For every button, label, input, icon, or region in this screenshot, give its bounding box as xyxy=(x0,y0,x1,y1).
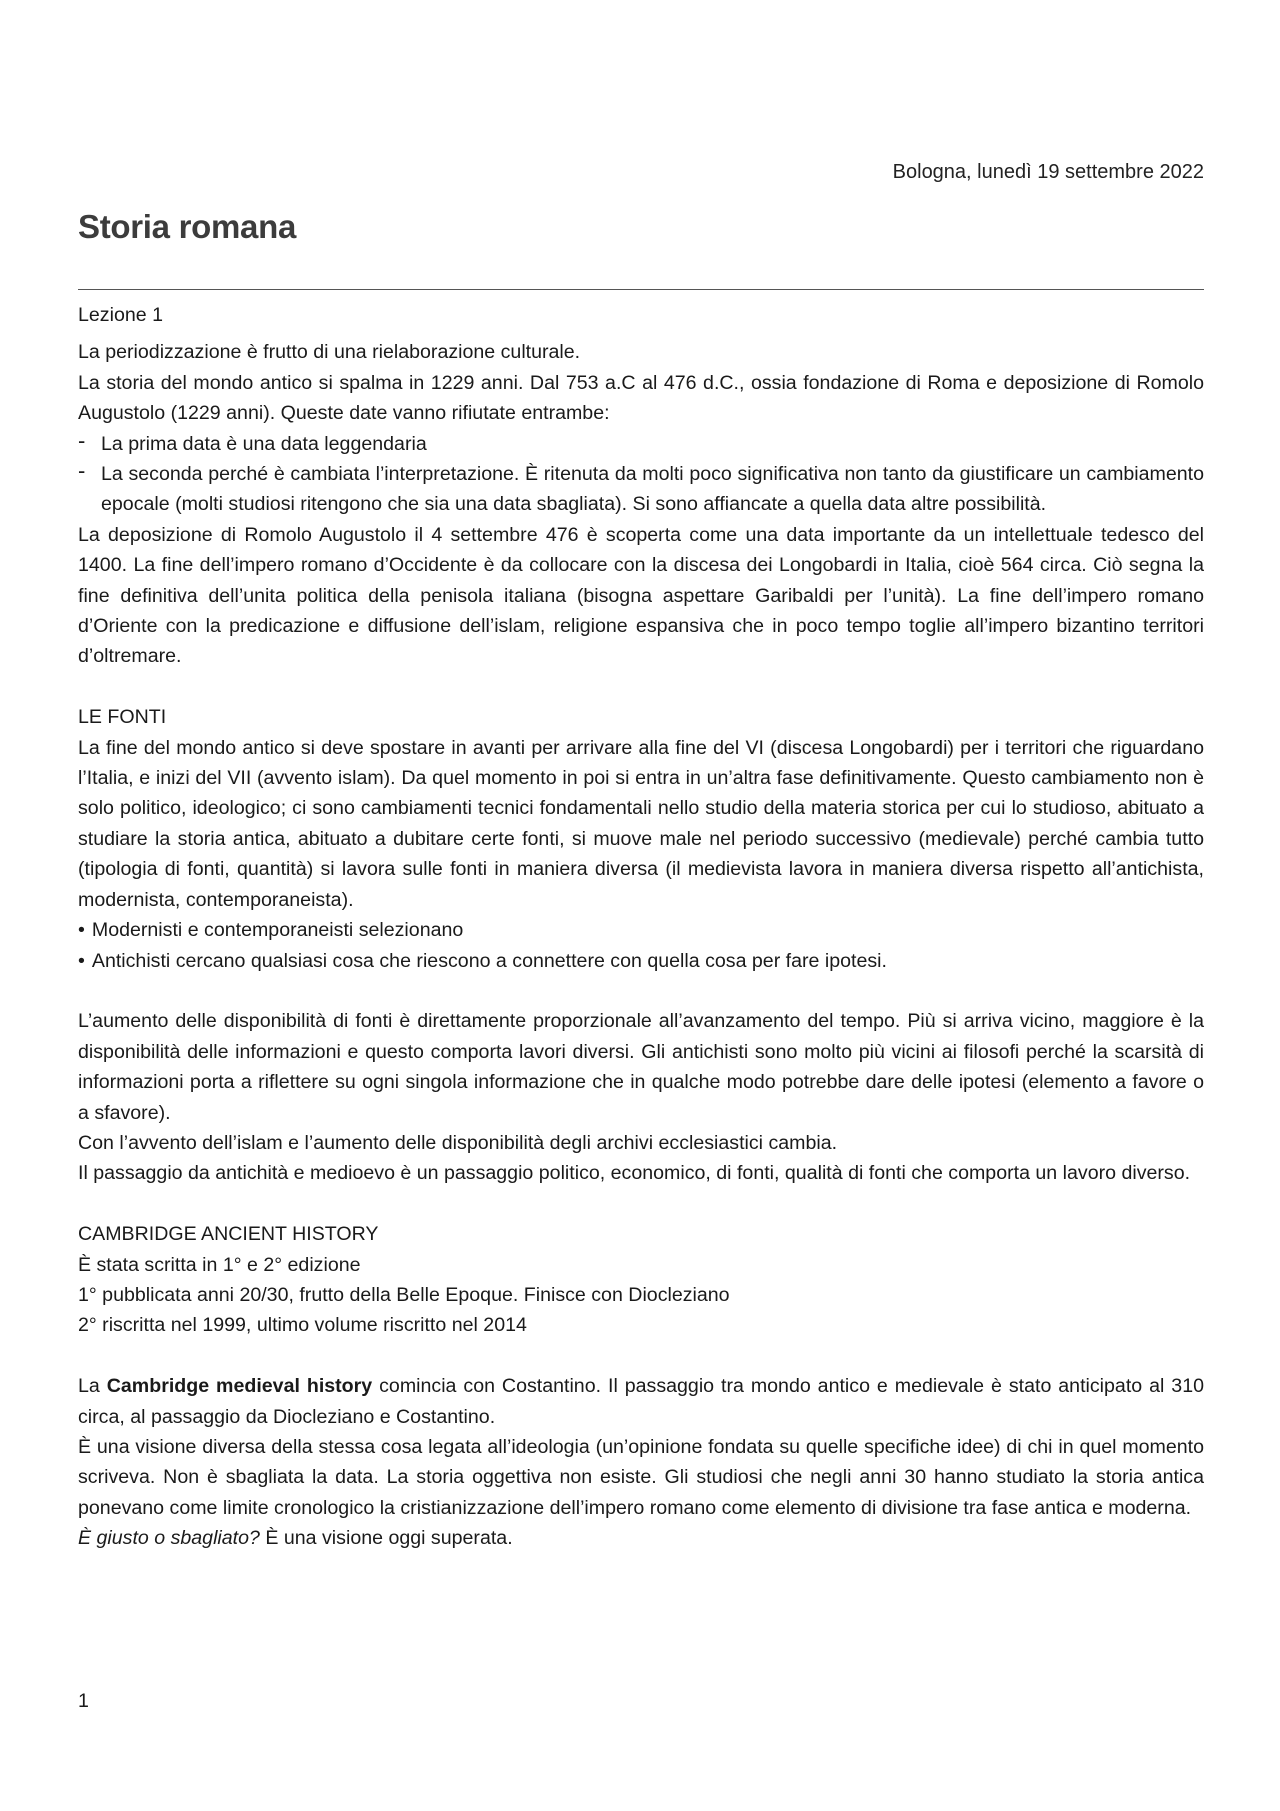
document-date: Bologna, lunedì 19 settembre 2022 xyxy=(892,161,1204,183)
cambridge-line: 2° riscritta nel 1999, ultimo volume riscritto nel 2014 xyxy=(78,1314,527,1337)
document-page xyxy=(78,0,1204,1811)
spacer xyxy=(78,1189,1204,1219)
page-number: 1 xyxy=(78,1690,89,1712)
fonti-paragraph-1: La fine del mondo antico si deve spostare in avanti per arrivare alla fine del VI (discesa Longobardi) per i territori che riguardano l’Italia, e inizi del VII (avvento islam). Da quel momento in poi si entra in un’altra fase definitivamente. Questo cambiamento non è solo politico, ideologico; ci sono cambiamenti tecnici fondamentali nello studio della materia storica per cui lo studioso, abituato a studiare la storia antica, abituato a dubitare certe fonti, si muove male nel periodo successivo (medievale) perché cambia tutto (tipologia di fonti, quantità) si lavora sulle fonti in maniera diversa (il medievista lavora in maniera diversa rispetto all’antichista, modernista, contemporaneista). xyxy=(78,736,1204,911)
fonti-paragraph-2: L’aumento delle disponibilità di fonti è direttamente proporzionale all’avanzamento del tempo. Più si arriva vicino, maggiore è la disponibilità delle informazioni e questo comporta lavori diversi. Gli antichisti sono molto più vicini ai filosofi perché la scarsità di informazioni porta a riflettere su ogni singola informazione che in qualche modo potrebbe dare delle ipotesi (elemento a favore o a sfavore). xyxy=(78,1010,1204,1124)
bullet-text: Modernisti e contemporaneisti selezionano xyxy=(91,919,464,942)
spacer xyxy=(78,976,1204,1006)
fonti-paragraph-4: Il passaggio da antichità e medioevo è un passaggio politico, economico, di fonti, qualità di fonti che comporta un lavoro diverso. xyxy=(78,1162,1191,1185)
dash-list-item: - La seconda perché è cambiata l’interpretazione. È ritenuta da molti poco significativa non tanto da giustificare un cambiamento epocale (molti studiosi ritengono che sia una data sbagliata). Si sono affiancate a quella data altre possibilità. xyxy=(78,459,1204,520)
question-rest: È una visione oggi superata. xyxy=(259,1527,513,1550)
bullet-list-item xyxy=(78,915,1204,945)
question-italic: È giusto o sbagliato? xyxy=(78,1527,260,1550)
section-heading-cambridge: CAMBRIDGE ANCIENT HISTORY xyxy=(78,1223,379,1246)
medieval-pre-text: La xyxy=(78,1375,107,1398)
spacer xyxy=(78,672,1204,702)
fonti-paragraph-3: Con l’avvento dell’islam e l’aumento delle disponibilità degli archivi ecclesiastici cambia. xyxy=(78,1131,838,1154)
medieval-history-title: Cambridge medieval history xyxy=(106,1375,373,1398)
medieval-post-text: comincia con Costantino. Il passaggio tra mondo antico e medievale è stato anticipato al 310 circa, al passaggio da Diocleziano e Costantino. xyxy=(78,1375,1204,1428)
bullet-text: Antichisti cercano qualsiasi cosa che riescono a connettere con quella cosa per fare ipotesi. xyxy=(91,949,887,972)
title-divider xyxy=(78,289,1204,290)
cambridge-line: 1° pubblicata anni 20/30, frutto della Belle Epoque. Finisce con Diocleziano xyxy=(78,1283,730,1306)
cambridge-question-paragraph xyxy=(78,1523,1204,1553)
spacer xyxy=(78,1341,1204,1371)
cambridge-paragraph-2: È una visione diversa della stessa cosa legata all’ideologia (un’opinione fondata su quelle specifiche idee) di chi in quel momento scriveva. Non è sbagliata la data. La storia oggettiva non esiste. Gli studiosi che negli anni 30 hanno studiato la storia antica ponevano come limite cronologico la cristianizzazione dell’impero romano come elemento di divisione tra fase antica e moderna. xyxy=(78,1435,1204,1519)
bullet-list-item xyxy=(78,946,1204,976)
lesson-label: Lezione 1 xyxy=(78,304,163,326)
dash-list-item: - La prima data è una data leggendaria xyxy=(78,429,1204,459)
intro-paragraph-1: La periodizzazione è frutto di una rielaborazione culturale. xyxy=(78,341,581,364)
cambridge-medieval-paragraph xyxy=(78,1371,1204,1432)
bullet-list xyxy=(78,915,1204,976)
document-title: Storia romana xyxy=(78,208,296,245)
intro-paragraph-3: La deposizione di Romolo Augustolo il 4 settembre 476 è scoperta come una data importante da un intellettuale tedesco del 1400. La fine dell’impero romano d’Occidente è da collocare con la discesa dei Longobardi in Italia, cioè 564 circa. Ciò segna la fine definitiva dell’unita politica della penisola italiana (bisogna aspettare Garibaldi per l’unità). La fine dell’impero romano d’Oriente con la predicazione e diffusione dell’islam, religione espansiva che in poco tempo toglie all’impero bizantino territori d’oltremare. xyxy=(78,523,1204,668)
dash-list xyxy=(78,429,1204,520)
document-body xyxy=(78,300,1204,1554)
cambridge-line: È stata scritta in 1° e 2° edizione xyxy=(78,1253,361,1276)
intro-paragraph-2: La storia del mondo antico si spalma in 1229 anni. Dal 753 a.C al 476 d.C., ossia fondazione di Roma e deposizione di Romolo Augustolo (1229 anni). Queste date vanno rifiutate entrambe: xyxy=(78,371,1204,425)
section-heading-fonti: LE FONTI xyxy=(78,706,167,729)
